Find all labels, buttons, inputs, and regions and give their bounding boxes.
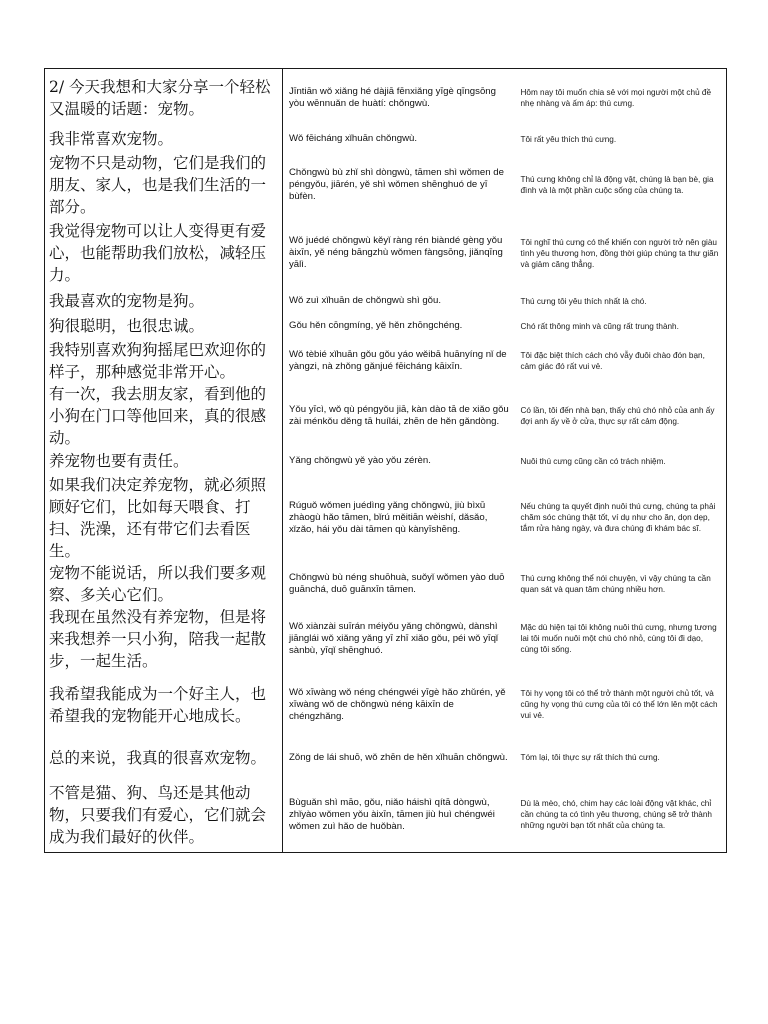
vietnamese-text-cell: Chó rất thông minh và cũng rất trung thành. (520, 321, 679, 331)
table-row (45, 672, 727, 738)
chinese-text-cell: 不管是猫、狗、鸟还是其他动物，只要我们有爱心，它们就会成为我们最好的伙伴。 (45, 778, 283, 853)
table-row (45, 606, 727, 672)
vietnamese-text-cell: Tóm lại, tôi thực sự rất thích thú cưng. (520, 753, 660, 762)
pinyin-text-cell: Wǒ zuì xǐhuān de chǒngwù shì gǒu. (289, 295, 441, 306)
vietnamese-text-cell: Nuôi thú cưng cũng cần có trách nhiệm. (520, 456, 666, 466)
vietnamese-text-cell: Dù là mèo, chó, chim hay các loài động vật khác, chỉ cần chúng ta có tình yêu thương, chúng sẽ trở thành những người bạn tốt nhất của chúng ta. (520, 799, 712, 831)
pinyin-text-cell: Rúguǒ wǒmen juédìng yǎng chǒngwù, jiù bìxū zhàogù hǎo tāmen, bǐrú měitiān wèishí, dǎsǎo, xǐzǎo, hái yǒu dài tāmen qù kànyīshēng. (289, 499, 488, 535)
pinyin-text-cell: Chǒngwù bù néng shuōhuà, suǒyǐ wǒmen yào duō guānchá, duō guānxīn tāmen. (289, 571, 505, 595)
table-row (45, 289, 727, 314)
pinyin-text-cell: Zǒng de lái shuō, wǒ zhēn de hěn xǐhuān chǒngwù. (289, 751, 508, 763)
chinese-text-cell: 我特别喜欢狗狗摇尾巴欢迎你的样子，那种感觉非常开心。 (45, 339, 283, 383)
table-row (45, 127, 727, 152)
pinyin-text-cell: Wǒ xiànzài suīrán méiyǒu yǎng chǒngwù, dànshì jiānglái wǒ xiǎng yǎng yī zhī xiǎo gǒu, péi wǒ yīqǐ sànbù, yīqǐ shēnghuó. (289, 620, 499, 656)
vietnamese-text-cell: Mặc dù hiện tại tôi không nuôi thú cưng, nhưng tương lai tôi muốn nuôi một chú chó nhỏ, cùng tôi đi dạo, cùng tôi sống. (520, 623, 717, 654)
table-row (45, 474, 727, 562)
chinese-text-cell: 宠物不能说话，所以我们要多观察、多关心它们。 (45, 562, 283, 606)
chinese-text-cell: 总的来说，我真的很喜欢宠物。 (45, 738, 283, 778)
vietnamese-text-cell: Tôi rất yêu thích thú cưng. (520, 134, 617, 144)
table-body (45, 69, 727, 853)
chinese-text-cell: 2/ 今天我想和大家分享一个轻松又温暖的话题：宠物。 (45, 69, 283, 127)
vietnamese-text-cell: Tôi hy vọng tôi có thể trở thành một người chủ tốt, và cũng hy vọng thú cưng của tôi có thể lớn lên một cách vui vẻ. (520, 689, 718, 720)
table-row (45, 449, 727, 474)
pinyin-text-cell: Yǒu yīcì, wǒ qù péngyǒu jiā, kàn dào tā de xiǎo gǒu zài ménkǒu děng tā huílái, zhēn de hěn gǎndòng. (289, 403, 509, 427)
chinese-text-cell: 我非常喜欢宠物。 (45, 127, 283, 152)
chinese-text-cell: 狗很聪明，也很忠诚。 (45, 314, 283, 339)
vietnamese-text-cell: Hôm nay tôi muốn chia sẻ với mọi người một chủ đề nhẹ nhàng và ấm áp: thú cưng. (520, 87, 712, 108)
pinyin-text-cell: Chǒngwù bù zhǐ shì dòngwù, tāmen shì wǒmen de péngyǒu, jiārén, yě shì wǒmen shēnghuó de yī bùfèn. (289, 166, 504, 202)
chinese-text-cell: 有一次，我去朋友家，看到他的小狗在门口等他回来，真的很感动。 (45, 383, 283, 449)
vietnamese-text-cell: Có lần, tôi đến nhà bạn, thấy chú chó nhỏ của anh ấy đợi anh ấy về ở cửa, thực sự rất cảm động. (520, 405, 715, 426)
table-row (45, 339, 727, 383)
pinyin-text-cell: Wǒ tèbié xǐhuān gǒu gǒu yáo wěibā huānyíng nǐ de yàngzi, nà zhǒng gǎnjué fēicháng kāixīn. (289, 348, 507, 372)
chinese-text-cell: 我觉得宠物可以让人变得更有爱心，也能帮助我们放松，减轻压力。 (45, 218, 283, 289)
chinese-text-cell: 我希望我能成为一个好主人，也希望我的宠物能开心地成长。 (45, 672, 283, 738)
table-row (45, 778, 727, 853)
pinyin-text-cell: Wǒ fēicháng xǐhuān chǒngwù. (289, 133, 417, 144)
pinyin-text-cell: Jīntiān wǒ xiǎng hé dàjiā fēnxiǎng yīgè qīngsōng yòu wēnnuǎn de huàtí: chǒngwù. (289, 85, 496, 109)
chinese-text-cell: 如果我们决定养宠物，就必须照顾好它们，比如每天喂食、打扫、洗澡，还有带它们去看医生。 (45, 474, 283, 562)
vietnamese-text-cell: Tôi nghĩ thú cưng có thể khiến con người trở nên giàu tình yêu thương hơn, đồng thời giúp chúng ta thư giãn và giảm căng thẳng. (520, 237, 719, 269)
table-row (45, 314, 727, 339)
vietnamese-text-cell: Thú cưng không chỉ là động vật, chúng là bạn bè, gia đình và là một phần cuộc sống của chúng ta. (520, 174, 714, 195)
table-row (45, 383, 727, 449)
chinese-text-cell: 我现在虽然没有养宠物，但是将来我想养一只小狗，陪我一起散步，一起生活。 (45, 606, 283, 672)
vietnamese-text-cell: Thú cưng tôi yêu thích nhất là chó. (520, 296, 647, 306)
pinyin-text-cell: Wǒ juédé chǒngwù kěyǐ ràng rén biàndé gèng yǒu àixīn, yě néng bāngzhù wǒmen fàngsōng, jiǎnqīng yālì. (289, 235, 503, 270)
chinese-text-cell: 宠物不只是动物，它们是我们的朋友、家人，也是我们生活的一部分。 (45, 152, 283, 218)
vietnamese-text-cell: Tôi đặc biệt thích cách chó vẫy đuôi chào đón bạn, cảm giác đó rất vui vẻ. (520, 350, 705, 371)
pinyin-text-cell: Bùguǎn shì māo, gǒu, niǎo háishì qítā dòngwù, zhǐyào wǒmen yǒu àixīn, tāmen jiù huì chéngwéi wǒmen zuì hǎo de huǒbàn. (289, 796, 495, 832)
table-row (45, 218, 727, 289)
pinyin-text-cell: Gǒu hěn cōngmíng, yě hěn zhōngchéng. (289, 320, 463, 331)
table-row (45, 738, 727, 778)
vocabulary-table (44, 68, 727, 853)
pinyin-text-cell: Yǎng chǒngwù yě yào yǒu zérèn. (289, 455, 431, 466)
chinese-text-cell: 我最喜欢的宠物是狗。 (45, 289, 283, 314)
table-row (45, 69, 727, 127)
vietnamese-text-cell: Nếu chúng ta quyết định nuôi thú cưng, chúng ta phải chăm sóc chúng thật tốt, ví dụ như cho ăn, dọn dẹp, tắm rửa hàng ngày, và đưa chúng đi khám bác sĩ. (520, 502, 716, 533)
pinyin-text-cell: Wǒ xīwàng wǒ néng chéngwéi yīgè hǎo zhǔrén, yě xīwàng wǒ de chǒngwù néng kāixīn de chéngzhǎng. (289, 686, 506, 722)
table-row (45, 152, 727, 218)
table-row (45, 562, 727, 606)
vietnamese-text-cell: Thú cưng không thể nói chuyện, vì vậy chúng ta cần quan sát và quan tâm chúng nhiều hơn. (520, 573, 711, 594)
chinese-text-cell: 养宠物也要有责任。 (45, 449, 283, 474)
